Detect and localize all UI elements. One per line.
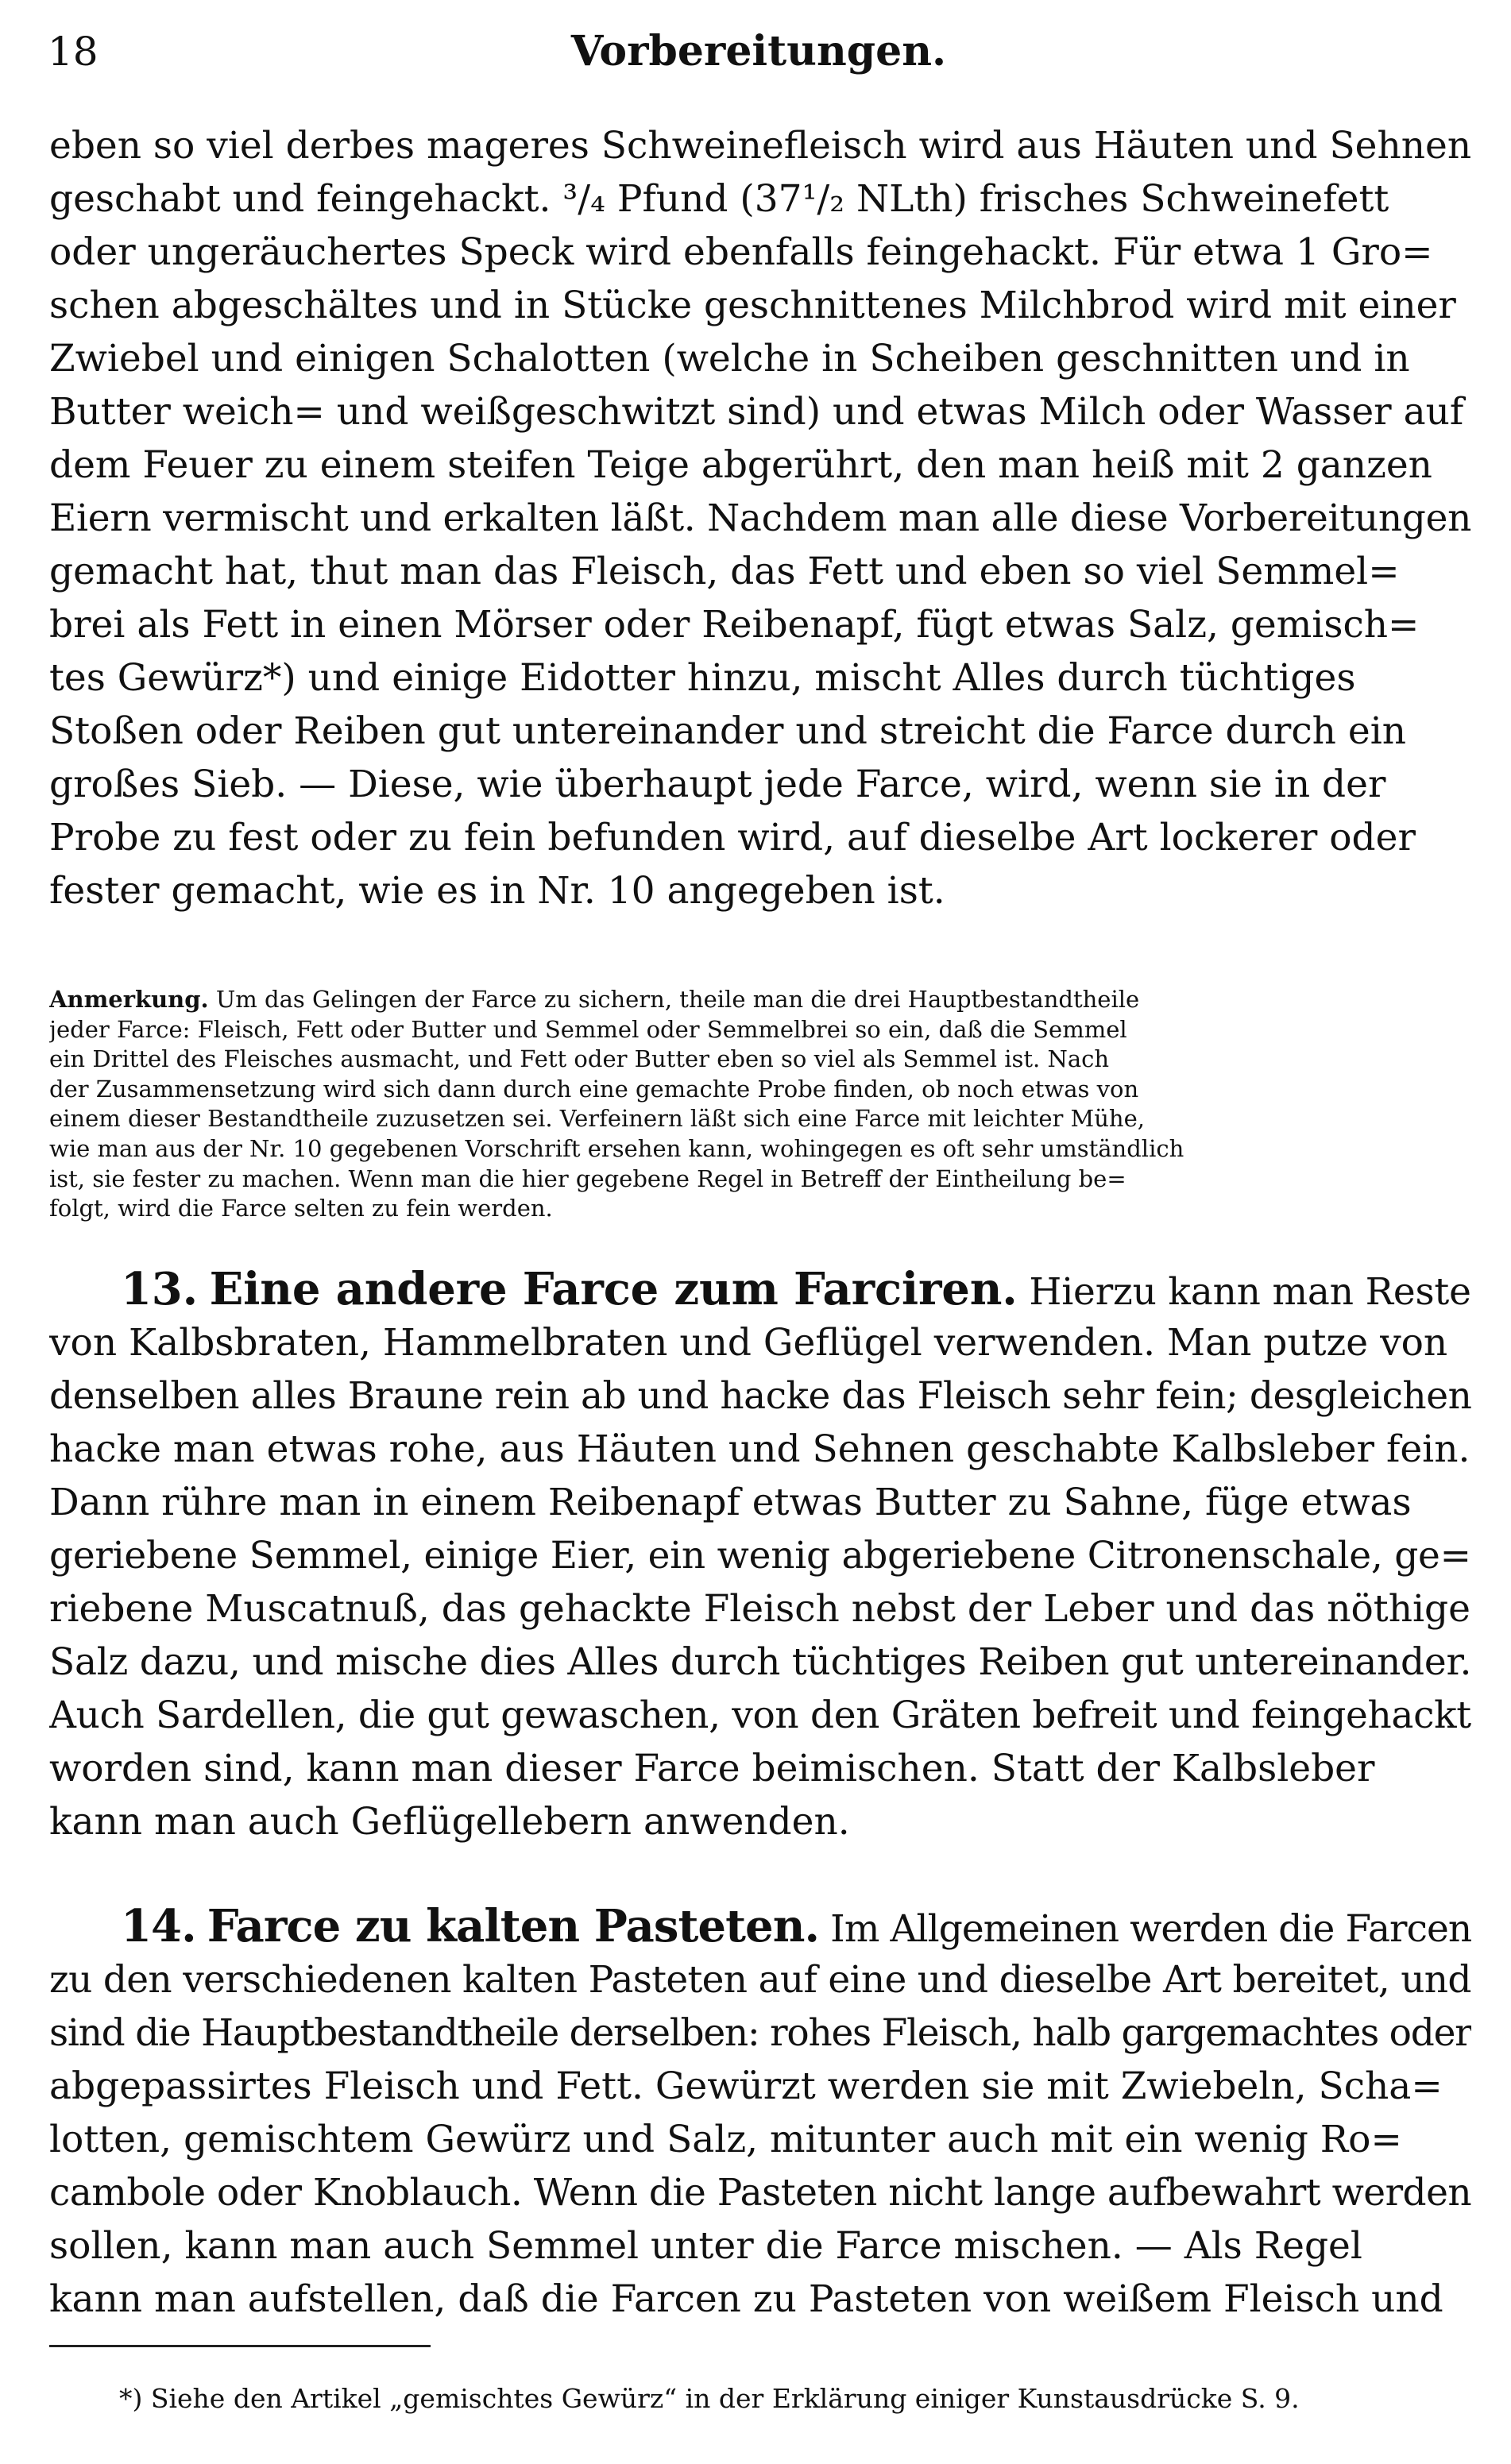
text-line: kann man auch Geflügellebern anwenden. bbox=[49, 1800, 850, 1844]
text-line: worden sind, kann man dieser Farce beimischen. Statt der Kalbsleber bbox=[49, 1747, 1375, 1790]
text-line: hacke man etwas rohe, aus Häuten und Sehnen geschabte Kalbsleber fein. bbox=[49, 1427, 1470, 1471]
text-line: Salz dazu, und mische dies Alles durch tüchtiges Reiben gut untereinander. bbox=[49, 1640, 1471, 1684]
note-line-text: Um das Gelingen der Farce zu sichern, theile man die drei Hauptbestandtheile bbox=[215, 986, 1140, 1013]
text-line: kann man aufstellen, daß die Farcen zu Pasteten von weißem Fleisch und bbox=[49, 2277, 1443, 2321]
section-13-title: Eine andere Farce zum Farciren. bbox=[209, 1263, 1018, 1315]
footnote-divider bbox=[49, 2345, 431, 2347]
section-13-first-line-rest: Hierzu kann man Reste bbox=[1029, 1270, 1471, 1314]
section-14-heading-line bbox=[49, 1900, 1471, 1953]
text-line: denselben alles Braune rein ab und hacke das Fleisch sehr fein; desgleichen bbox=[49, 1374, 1471, 1418]
text-line: Zwiebel und einigen Schalotten (welche in Scheiben geschnitten und in bbox=[49, 337, 1410, 380]
text-line: Auch Sardellen, die gut gewaschen, von den Gräten befreit und feingehackt bbox=[49, 1694, 1471, 1737]
note-line: ist, sie fester zu machen. Wenn man die hier gegebene Regel in Betreff der Eintheilung be= bbox=[49, 1164, 1126, 1192]
anmerkung-label: Anmerkung. bbox=[49, 986, 209, 1013]
text-line: riebene Muscatnuß, das gehackte Fleisch nebst der Leber und das nöthige bbox=[49, 1587, 1470, 1631]
text-line: sollen, kann man auch Semmel unter die Farce mischen. — Als Regel bbox=[49, 2224, 1362, 2268]
text-line: geschabt und feingehackt. ³/₄ Pfund (37¹/₂ NLth) frisches Schweinefett bbox=[49, 177, 1389, 221]
note-line: wie man aus der Nr. 10 gegebenen Vorschrift ersehen kann, wohingegen es oft sehr umständlich bbox=[49, 1134, 1184, 1162]
note-line: einem dieser Bestandtheile zuzusetzen sei. Verfeinern läßt sich eine Farce mit leichter Mühe, bbox=[49, 1105, 1145, 1133]
note-line: folgt, wird die Farce selten zu fein werden. bbox=[49, 1195, 553, 1222]
text-line: Probe zu fest oder zu fein befunden wird, auf dieselbe Art lockerer oder bbox=[49, 816, 1416, 859]
text-line: von Kalbsbraten, Hammelbraten und Geflügel verwenden. Man putze von bbox=[49, 1321, 1448, 1365]
text-line: Dann rühre man in einem Reibenapf etwas Butter zu Sahne, füge etwas bbox=[49, 1481, 1412, 1524]
note-line: der Zusammensetzung wird sich dann durch eine gemachte Probe finden, ob noch etwas von bbox=[49, 1075, 1139, 1103]
section-14-first-line-rest: Im Allgemeinen werden die Farcen bbox=[830, 1907, 1471, 1951]
footnote: *) Siehe den Artikel „gemischtes Gewürz“ in der Erklärung einiger Kunstausdrücke S. 9. bbox=[119, 2383, 1300, 2414]
text-line: dem Feuer zu einem steifen Teige abgerührt, den man heiß mit 2 ganzen bbox=[49, 443, 1432, 487]
text-line: lotten, gemischtem Gewürz und Salz, mitunter auch mit ein wenig Ro= bbox=[49, 2118, 1402, 2161]
text-line: tes Gewürz*) und einige Eidotter hinzu, mischt Alles durch tüchtiges bbox=[49, 656, 1356, 700]
section-12-continued bbox=[49, 119, 1471, 917]
text-line: zu den verschiedenen kalten Pasteten auf eine und dieselbe Art bereitet, und bbox=[49, 1958, 1471, 2002]
text-line: Stoßen oder Reiben gut untereinander und streicht die Farce durch ein bbox=[49, 709, 1406, 753]
section-13-number: 13. bbox=[121, 1263, 198, 1315]
page-header bbox=[48, 24, 1470, 79]
text-line: abgepassirtes Fleisch und Fett. Gewürzt werden sie mit Zwiebeln, Scha= bbox=[49, 2064, 1443, 2108]
note-line: ein Drittel des Fleisches ausmacht, und Fett oder Butter eben so viel als Semmel ist. Nach bbox=[49, 1045, 1110, 1073]
section-13-heading-line bbox=[49, 1263, 1471, 1316]
section-14 bbox=[49, 1900, 1471, 2326]
note-line bbox=[49, 985, 1471, 1015]
section-14-number: 14. bbox=[121, 1900, 196, 1952]
section-13 bbox=[49, 1263, 1471, 1848]
page-number: 18 bbox=[48, 29, 99, 75]
text-line: großes Sieb. — Diese, wie überhaupt jede Farce, wird, wenn sie in der bbox=[49, 763, 1386, 806]
text-line: schen abgeschältes und in Stücke geschnittenes Milchbrod wird mit einer bbox=[49, 284, 1456, 327]
text-line: eben so viel derbes mageres Schweinefleisch wird aus Häuten und Sehnen bbox=[49, 124, 1471, 168]
text-line: cambole oder Knoblauch. Wenn die Pasteten nicht lange aufbewahrt werden bbox=[49, 2171, 1471, 2215]
text-line: sind die Hauptbestandtheile derselben: rohes Fleisch, halb gargemachtes oder bbox=[49, 2011, 1471, 2055]
text-line: Eiern vermischt und erkalten läßt. Nachdem man alle diese Vorbereitungen bbox=[49, 496, 1471, 540]
running-title: Vorbereitungen. bbox=[570, 27, 947, 75]
section-14-title: Farce zu kalten Pasteten. bbox=[207, 1900, 820, 1952]
text-line: oder ungeräuchertes Speck wird ebenfalls feingehackt. Für etwa 1 Gro= bbox=[49, 230, 1433, 274]
text-line: Butter weich= und weißgeschwitzt sind) und etwas Milch oder Wasser auf bbox=[49, 390, 1464, 434]
text-line: fester gemacht, wie es in Nr. 10 angegeben ist. bbox=[49, 869, 945, 913]
anmerkung-note bbox=[49, 985, 1471, 1224]
text-line: brei als Fett in einen Mörser oder Reibenapf, fügt etwas Salz, gemisch= bbox=[49, 603, 1420, 647]
text-line: gemacht hat, thut man das Fleisch, das Fett und eben so viel Semmel= bbox=[49, 550, 1400, 593]
note-line: jeder Farce: Fleisch, Fett oder Butter und Semmel oder Semmelbrei so ein, daß die Semmel bbox=[49, 1015, 1127, 1043]
text-line: geriebene Semmel, einige Eier, ein wenig abgeriebene Citronenschale, ge= bbox=[49, 1534, 1471, 1578]
